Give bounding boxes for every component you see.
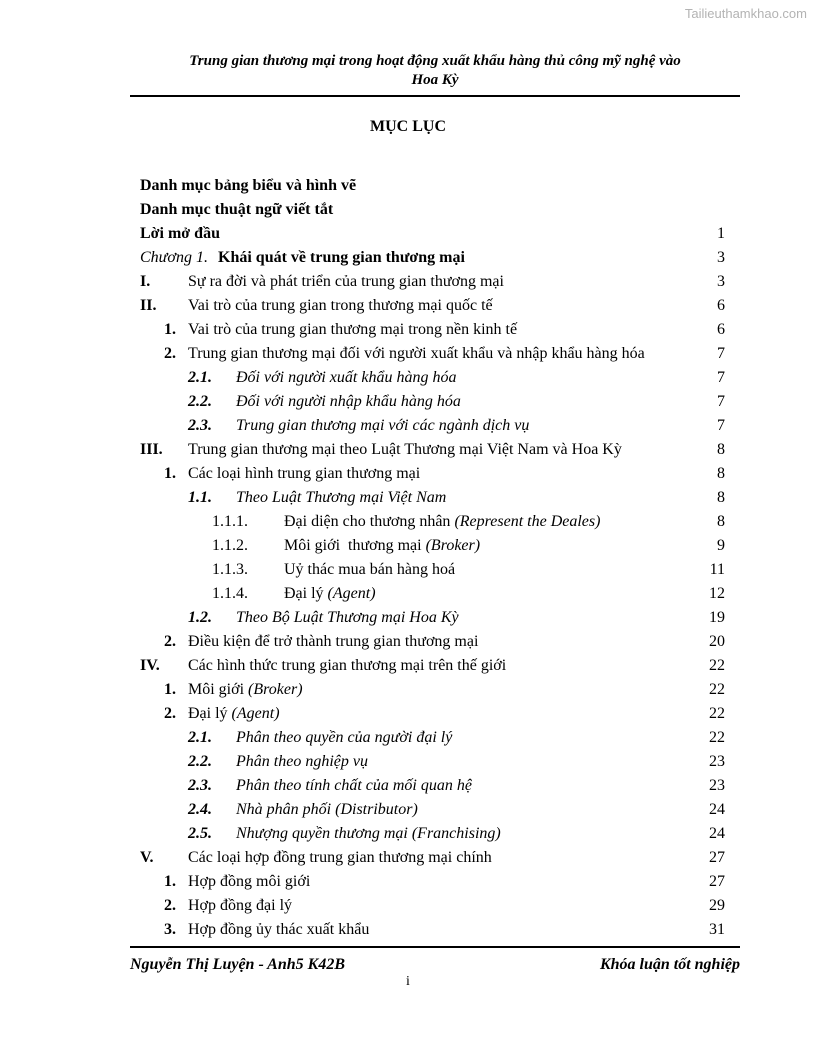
toc-page-number: 27	[709, 873, 725, 890]
toc-entry-label: Môi giới	[188, 681, 245, 698]
toc-entry-number: 2.3.	[188, 417, 212, 434]
toc-entry-text: Đối với người xuất khẩu hàng hóa	[236, 369, 457, 386]
toc-page-number: 22	[709, 657, 725, 674]
toc-entry-text: Các loại hợp đồng trung gian thương mại chính	[188, 849, 492, 866]
toc-entry-number: 2.	[164, 705, 176, 722]
toc-entry-text: Phân theo tính chất của mối quan hệ	[236, 777, 472, 794]
toc-entry[interactable]	[0, 800, 816, 824]
toc-entry-text: Danh mục bảng biểu và hình vẽ	[140, 177, 357, 194]
toc-entry[interactable]	[0, 392, 816, 416]
toc-entry-text: Sự ra đời và phát triển của trung gian thương mại	[188, 273, 504, 290]
toc-page-number: 23	[709, 777, 725, 794]
toc-page-number: 7	[717, 417, 725, 434]
toc-entry[interactable]	[0, 824, 816, 848]
footer-rule	[130, 946, 740, 948]
toc-entry-number: V.	[140, 849, 154, 866]
toc-entry-text: Theo Bộ Luật Thương mại Hoa Kỳ	[236, 609, 459, 626]
toc-entry-text: Vai trò của trung gian trong thương mại quốc tế	[188, 297, 493, 314]
toc-entry-english: (Represent the Deales)	[454, 513, 601, 530]
toc-entry[interactable]	[0, 200, 816, 224]
toc-entry-number: 2.5.	[188, 825, 212, 842]
toc-entry-number: 1.	[164, 465, 176, 482]
toc-page-number: 7	[717, 393, 725, 410]
toc-entry-number: 2.1.	[188, 369, 212, 386]
toc-title: MỤC LỤC	[370, 118, 446, 135]
toc-entry-number: 1.2.	[188, 609, 212, 626]
watermark: Tailieuthamkhao.com	[684, 6, 807, 21]
toc-entry[interactable]	[0, 512, 816, 536]
toc-page-number: 22	[709, 729, 725, 746]
toc-page-number: 11	[709, 561, 725, 578]
toc-entry[interactable]	[0, 536, 816, 560]
toc-entry[interactable]	[0, 728, 816, 752]
toc-entry-number: 3.	[164, 921, 176, 938]
toc-entry-number: 1.1.3.	[212, 561, 248, 578]
toc-page-number: 19	[709, 609, 725, 626]
toc-entry-text: Các hình thức trung gian thương mại trên thế giới	[188, 657, 507, 674]
toc-entry[interactable]	[0, 344, 816, 368]
toc-page-number: 8	[717, 489, 725, 506]
footer-author: Nguyễn Thị Luyện - Anh5 K42B	[130, 956, 345, 973]
toc-entry-english: (Broker)	[425, 537, 481, 554]
toc-entry-number: 2.3.	[188, 777, 212, 794]
toc-entry[interactable]	[0, 680, 816, 704]
toc-entry-number: 1.1.	[188, 489, 212, 506]
toc-page-number: 7	[717, 369, 725, 386]
toc-entry-english: (Broker)	[248, 681, 303, 698]
toc-entry-text: Trung gian thương mại đối với người xuất khẩu và nhập khẩu hàng hóa	[188, 345, 645, 362]
toc-entry[interactable]	[0, 920, 816, 944]
toc-page-number: 8	[717, 513, 725, 530]
toc-entry-number: 2.2.	[188, 393, 212, 410]
toc-page-number: 6	[717, 321, 725, 338]
toc-entry-text: Khái quát về trung gian thương mại	[218, 249, 465, 266]
toc-entry[interactable]	[0, 776, 816, 800]
toc-entry[interactable]	[0, 416, 816, 440]
toc-entry-text: Nhượng quyền thương mại (Franchising)	[236, 825, 501, 842]
toc-page-number: 24	[709, 801, 725, 818]
header-title-line1: Trung gian thương mại trong hoạt động xuất khẩu hàng thủ công mỹ nghệ vào	[189, 53, 681, 69]
toc-entry[interactable]	[0, 368, 816, 392]
toc-entry-number: 2.2.	[188, 753, 212, 770]
toc-page-number: 9	[717, 537, 725, 554]
toc-entry-number: I.	[140, 273, 151, 290]
toc-entry-number: II.	[140, 297, 157, 314]
toc-entry-text	[284, 584, 376, 604]
toc-page-number: 12	[709, 585, 725, 602]
toc-entry-number: 1.1.2.	[212, 537, 248, 554]
toc-entry-text: Hợp đồng môi giới	[188, 873, 311, 890]
toc-entry[interactable]	[0, 488, 816, 512]
toc-entry-number: 2.	[164, 633, 176, 650]
toc-entry-number: 2.	[164, 897, 176, 914]
toc-entry-label: Đại lý	[188, 705, 228, 722]
toc-entry-number: 1.1.4.	[212, 585, 248, 602]
toc-page-number: 8	[717, 465, 725, 482]
toc-page-number: 20	[709, 633, 725, 650]
toc-entry[interactable]	[0, 560, 816, 584]
toc-entry-text: Các loại hình trung gian thương mại	[188, 465, 421, 482]
toc-entry-label: Đại lý	[284, 585, 324, 602]
toc-entry-text: Hợp đồng đại lý	[188, 897, 293, 914]
toc-entry-number: 1.	[164, 321, 176, 338]
toc-entry[interactable]	[0, 632, 816, 656]
toc-entry-label: Môi giới thương mại	[284, 537, 422, 554]
toc-page-number: 7	[717, 345, 725, 362]
toc-entry-text: Trung gian thương mại theo Luật Thương mại Việt Nam và Hoa Kỳ	[188, 441, 622, 458]
toc-page-number: 6	[717, 297, 725, 314]
header-title-line2: Hoa Kỳ	[411, 72, 459, 88]
toc-entry[interactable]	[0, 584, 816, 608]
toc-page-number: 3	[717, 273, 725, 290]
toc-entry-text	[284, 512, 600, 532]
toc-entry-number: 2.	[164, 345, 176, 362]
toc-entry[interactable]	[0, 320, 816, 344]
toc-entry-text: Phân theo nghiệp vụ	[236, 753, 368, 770]
toc-entry-text: Điều kiện để trở thành trung gian thương mại	[188, 633, 479, 650]
toc-page-number: 24	[709, 825, 725, 842]
toc-page-number: 1	[717, 225, 725, 242]
toc-entry-text	[284, 536, 480, 556]
toc-entry-number: 2.4.	[188, 801, 212, 818]
toc-entry[interactable]	[0, 896, 816, 920]
toc-entry-number: 1.	[164, 681, 176, 698]
toc-entry-number: IV.	[140, 657, 160, 674]
toc-page-number: 22	[709, 705, 725, 722]
toc-entry[interactable]	[0, 848, 816, 872]
toc-entry-number: 2.1.	[188, 729, 212, 746]
page-number: i	[406, 974, 410, 989]
header-rule	[130, 95, 740, 97]
toc-entry-label: Đại diện cho thương nhân	[284, 513, 451, 530]
toc-entry[interactable]	[0, 248, 816, 272]
toc-page-number: 27	[709, 849, 725, 866]
toc-entry[interactable]	[0, 656, 816, 680]
toc-entry-text: Hợp đồng ủy thác xuất khẩu	[188, 921, 370, 938]
toc-entry-text: Uỷ thác mua bán hàng hoá	[284, 561, 456, 578]
toc-entry-number: 1.	[164, 873, 176, 890]
toc-page-number: 8	[717, 441, 725, 458]
toc-entry-text: Theo Luật Thương mại Việt Nam	[236, 489, 447, 506]
footer-doc-type: Khóa luận tốt nghiệp	[599, 956, 740, 973]
toc-page-number: 22	[709, 681, 725, 698]
toc-entry[interactable]	[0, 464, 816, 488]
toc-entry-text: Nhà phân phối (Distributor)	[236, 801, 418, 818]
toc-entry-text: Lời mở đầu	[140, 225, 220, 242]
toc-entry[interactable]	[0, 608, 816, 632]
document-header	[130, 52, 740, 90]
toc-entry[interactable]	[0, 224, 816, 248]
toc-page-number: 31	[709, 921, 725, 938]
toc-page-number: 3	[717, 249, 725, 266]
toc-entry-number: 1.1.1.	[212, 513, 248, 530]
toc-entry-english: (Agent)	[327, 585, 376, 602]
toc-entry-text	[188, 680, 303, 700]
toc-entry[interactable]	[0, 176, 816, 200]
toc-entry-text	[188, 704, 280, 724]
toc-entry-number: III.	[140, 441, 163, 458]
toc-chapter-prefix: Chương 1.	[140, 249, 208, 266]
toc-entry-text: Đối với người nhập khẩu hàng hóa	[236, 393, 461, 410]
toc-page-number: 23	[709, 753, 725, 770]
toc-entry[interactable]	[0, 440, 816, 464]
toc-page-number: 29	[709, 897, 725, 914]
toc-entry[interactable]	[0, 296, 816, 320]
toc-entry[interactable]	[0, 272, 816, 296]
toc-entry-text: Vai trò của trung gian thương mại trong nền kinh tế	[188, 321, 518, 338]
toc-entry-text: Phân theo quyền của người đại lý	[236, 729, 453, 746]
toc-entry[interactable]	[0, 704, 816, 728]
toc-entry-text: Trung gian thương mại với các ngành dịch vụ	[236, 417, 530, 434]
toc-entry[interactable]	[0, 872, 816, 896]
toc-entry[interactable]	[0, 752, 816, 776]
toc-entry-text: Danh mục thuật ngữ viết tắt	[140, 201, 334, 218]
toc-entry-english: (Agent)	[231, 705, 280, 722]
